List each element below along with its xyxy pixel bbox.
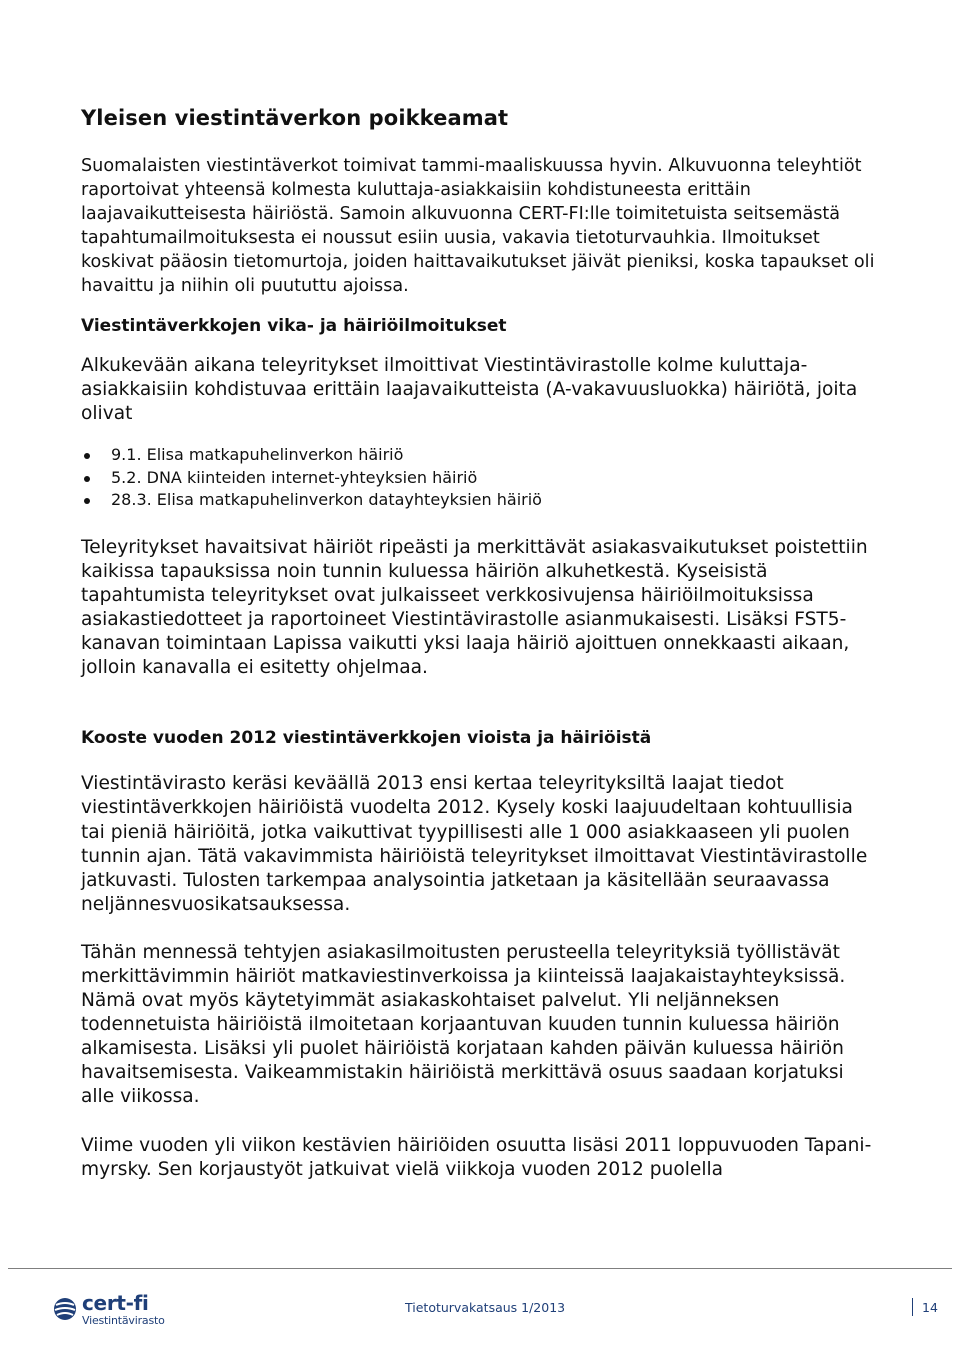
bullet-icon [84, 498, 90, 504]
summary-paragraph: Viestintävirasto keräsi keväällä 2013 ensi kertaa teleyrityksiltä laajat tiedot viestintäverkkojen häiriöistä vuodelta 2012. Kysely koski laajuudeltaan kohtuullisia tai pieniä häiriöitä, jotka vaikuttivat tyypillisesti alle 1 000 asiakkaaseen yli puolen tunnin ajan. Tätä vakavimmista häiriöistä teleyritykset ilmoittavat Viestintävirastolle jatkuvasti. Tulosten tarkempaa analysointia jatketaan ja käsitellään seuraavassa neljännesvuosikatsauksessa. [81, 773, 868, 915]
main-content [81, 104, 881, 1182]
list-item [81, 489, 881, 512]
incident-list [81, 444, 881, 512]
summary-paragraph: Viime vuoden yli viikon kestävien häiriöiden osuutta lisäsi 2011 loppuvuoden Tapani-myrsky. Sen korjaustyöt jatkuivat vielä viikkoja vuoden 2012 puolella [81, 1134, 872, 1180]
faults-paragraph: Alkukevään aikana teleyritykset ilmoittivat Viestintävirastolle kolme kuluttaja-asiakkaisiin kohdistuvaa erittäin laajavaikutteista (A-vakavuusluokka) häiriötä, joita olivat [81, 355, 858, 425]
bullet-icon [84, 476, 90, 482]
logo-wordmark: cert-fi [82, 1291, 149, 1315]
faults-subheading: Viestintäverkkojen vika- ja häiriöilmoitukset [81, 316, 507, 336]
section-heading: Yleisen viestintäverkon poikkeamat [81, 106, 509, 130]
globe-icon [52, 1295, 78, 1325]
response-paragraph: Teleyritykset havaitsivat häiriöt ripeästi ja merkittävät asiakasvaikutukset poistettiin kaikissa tapauksissa noin tunnin kuluessa häiriön alkuhetkestä. Kyseisistä tapahtumista teleyritykset ovat julkaisseet verkkosivujensa häiriöilmoituksissa asiakastiedotteet ja raportoineet Viestintävirastolle asianmukaisesti. Lisäksi FST5-kanavan toimintaan Lapissa vaikutti yksi laaja häiriö ajoittuen onnekkaasti aikaan, jolloin kanavalla ei esitetty ohjelmaa. [81, 536, 868, 679]
incident-text: 9.1. Elisa matkapuhelinverkon häiriö [111, 445, 404, 465]
cert-fi-logo [52, 1293, 192, 1329]
incident-text: 28.3. Elisa matkapuhelinverkon datayhteyksien häiriö [111, 490, 542, 510]
list-item [81, 444, 881, 467]
logo-subtitle: Viestintävirasto [82, 1314, 165, 1327]
footer-divider [8, 1268, 952, 1269]
intro-paragraph: Suomalaisten viestintäverkot toimivat tammi-maaliskuussa hyvin. Alkuvuonna teleyhtiöt raportoivat yhteensä kolmesta kuluttaja-asiakkaisiin kohdistuneesta erittäin laajavaikutteisesta häiriöstä. Samoin alkuvuonna CERT-FI:lle toimitetuista seitsemästä tapahtumailmoituksesta ei noussut esiin uusia, vakavia tietoturvauhkia. Ilmoitukset koskivat pääosin tietomurtoja, joiden haittavaikutukset jäivät pieniksi, koska tapaukset oli havaittu ja niihin oli puututtu ajoissa. [81, 156, 875, 296]
bullet-icon [84, 453, 90, 459]
summary-subheading: Kooste vuoden 2012 viestintäverkkojen vioista ja häiriöistä [81, 728, 652, 749]
summary-paragraph: Tähän mennessä tehtyjen asiakasilmoitusten perusteella teleyrityksiä työllistävät merkittävimmin häiriöt matkaviestinverkoissa ja kiinteissä laajakaistayhteyksissä. Nämä ovat myös käytetyimmät asiakaskohtaiset palvelut. Yli neljänneksen todennetuista häiriöistä ilmoitetaan korjaantuvan kuuden tunnin kuluessa häiriön alkamisesta. Lisäksi yli puolet häiriöistä korjataan kahden päivän kuluessa häiriön havaitsemisesta. Vaikeammistakin häiriöistä merkittävä osuus saadaan korjatuksi alle viikossa. [81, 941, 846, 1108]
footer-separator [912, 1298, 913, 1316]
page-number: 14 [922, 1300, 938, 1315]
publication-title: Tietoturvakatsaus 1/2013 [405, 1300, 566, 1315]
incident-text: 5.2. DNA kiinteiden internet-yhteyksien häiriö [111, 467, 478, 487]
list-item [81, 467, 881, 490]
